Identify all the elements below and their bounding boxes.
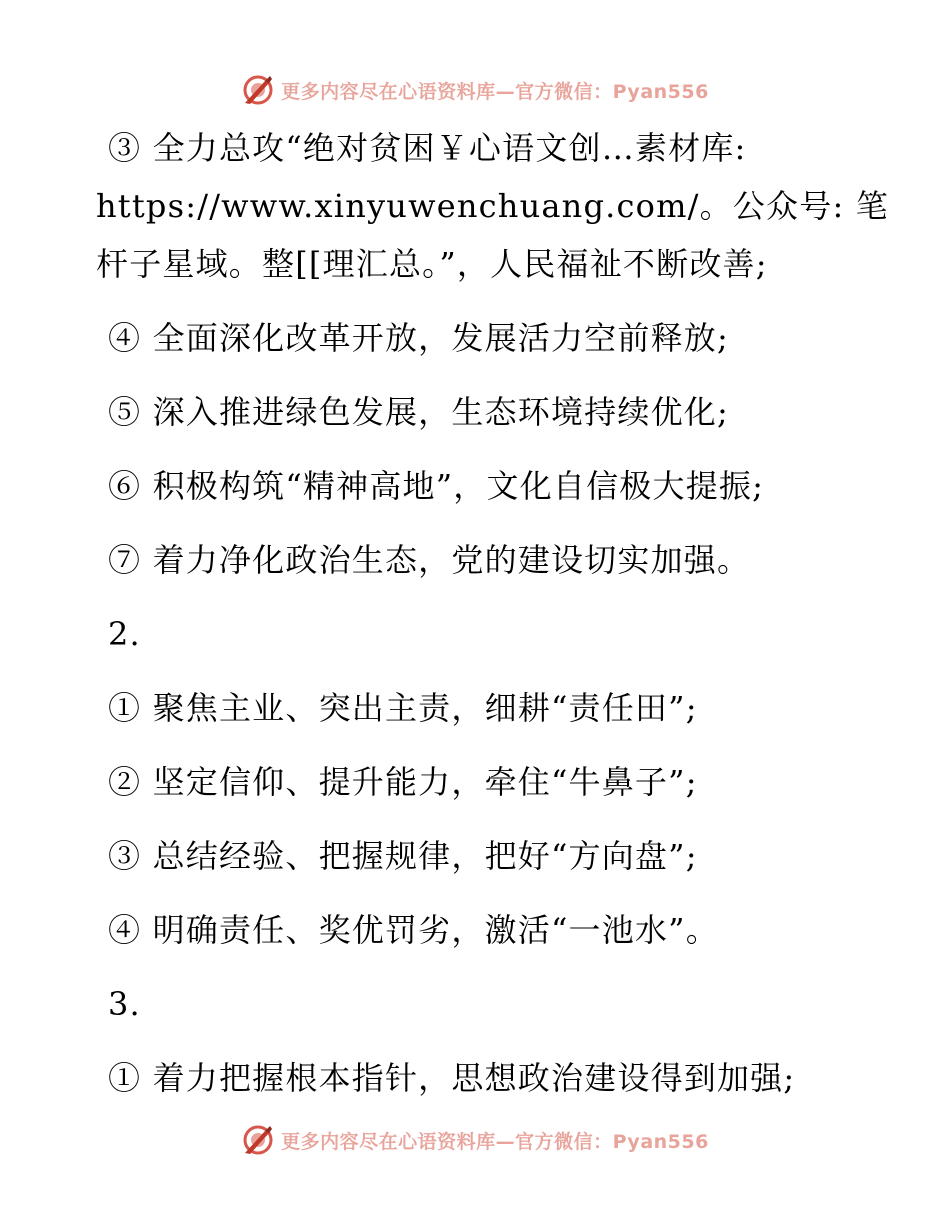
pen-logo-icon [241, 1123, 275, 1157]
text-line-6: ⑥ 积极构筑“精神高地”，文化自信极大提振; [108, 467, 765, 505]
section-heading-3: 3. [108, 985, 141, 1023]
text-line-14: ① 着力把握根本指针，思想政治建设得到加强; [108, 1059, 796, 1097]
text-line-10: ② 坚定信仰、提升能力，牵住“牛鼻子”; [108, 763, 698, 801]
text-line-5: ⑤ 深入推进绿色发展，生态环境持续优化; [108, 393, 729, 431]
watermark-text: 更多内容尽在心语资料库—官方微信：Pyan556 [281, 80, 709, 103]
text-line-12: ④ 明确责任、奖优罚劣，激活“一池水”。 [108, 911, 719, 949]
header-watermark [0, 70, 950, 110]
text-line-4: ④ 全面深化改革开放，发展活力空前释放; [108, 319, 729, 357]
text-line-3: 杆子星域。整[[理汇总。”，人民福祉不断改善; [96, 245, 768, 283]
text-line-11: ③ 总结经验、把握规律，把好“方向盘”; [108, 837, 698, 875]
pen-logo-icon [241, 73, 275, 107]
footer-watermark [0, 1120, 950, 1160]
text-line-1: ③ 全力总攻“绝对贫困￥心语文创…素材库: [108, 129, 747, 167]
text-line-7: ⑦ 着力净化政治生态，党的建设切实加强。 [108, 541, 751, 579]
section-heading-2: 2. [108, 615, 141, 653]
text-line-9: ① 聚焦主业、突出主责，细耕“责任田”; [108, 689, 698, 727]
text-line-2: https://www.xinyuwenchuang.com/。公众号: 笔 [96, 187, 889, 225]
watermark-text: 更多内容尽在心语资料库—官方微信：Pyan556 [281, 1130, 709, 1153]
